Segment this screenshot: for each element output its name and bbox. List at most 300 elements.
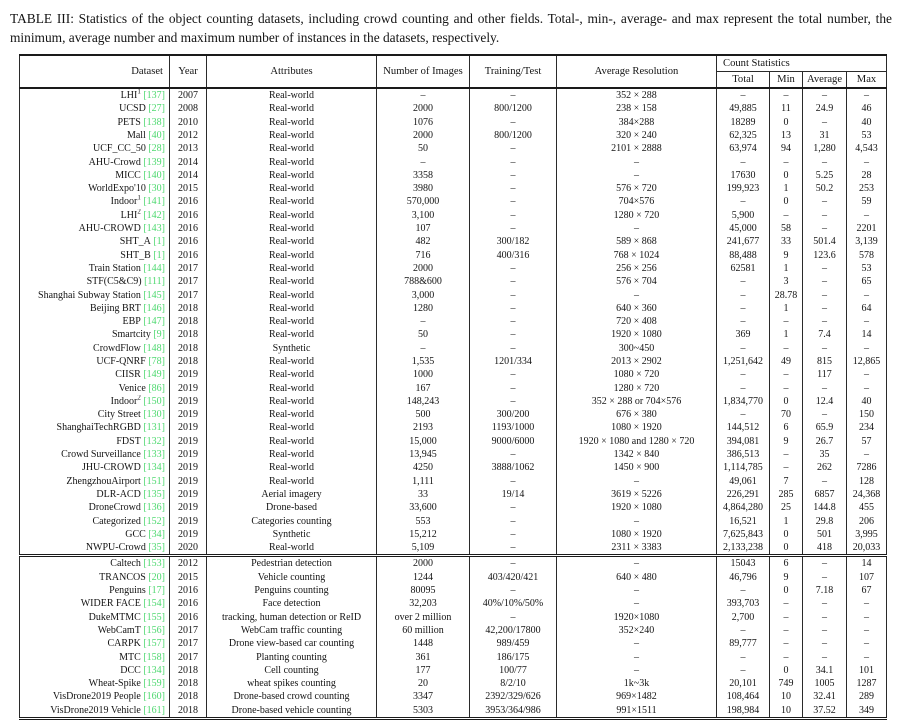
table-row [20, 637, 887, 650]
dataset-cell [20, 421, 170, 434]
citation-ref: [27] [145, 103, 165, 115]
max-cell: 578 [847, 249, 887, 262]
total-cell: 17630 [717, 169, 770, 182]
dataset-name: SHT_B [120, 249, 151, 261]
citation-ref: [154] [140, 598, 165, 610]
dataset-name: CrowdFlow [93, 342, 141, 354]
avg-cell: – [803, 262, 847, 275]
max-cell: 3,995 [847, 528, 887, 541]
attr-cell: wheat spikes counting [207, 677, 377, 690]
split-cell: – [470, 222, 557, 235]
table-row [20, 571, 887, 584]
split-cell: 19/14 [470, 488, 557, 501]
max-cell: 14 [847, 556, 887, 571]
avg-cell: 123.6 [803, 249, 847, 262]
dataset-cell [20, 611, 170, 624]
total-cell: 1,834,770 [717, 395, 770, 408]
year-cell: 2019 [170, 408, 207, 421]
total-cell: 46,796 [717, 571, 770, 584]
min-cell: 13 [770, 129, 803, 142]
table-row [20, 302, 887, 315]
dataset-name: GCC [125, 528, 146, 540]
header-training-test: Training/Test [470, 55, 557, 88]
min-cell: – [770, 209, 803, 222]
split-cell: 989/459 [470, 637, 557, 650]
min-cell: 11 [770, 102, 803, 115]
total-cell: 144,512 [717, 421, 770, 434]
year-cell: 2019 [170, 395, 207, 408]
dataset-cell [20, 597, 170, 610]
attr-cell: Real-world [207, 129, 377, 142]
res-cell: 1920 × 1080 and 1280 × 720 [557, 435, 717, 448]
year-cell: 2013 [170, 142, 207, 155]
images-cell: 33 [377, 488, 470, 501]
attr-cell: Real-world [207, 328, 377, 341]
images-cell: 1448 [377, 637, 470, 650]
year-cell: 2019 [170, 475, 207, 488]
max-cell: 150 [847, 408, 887, 421]
year-cell: 2014 [170, 169, 207, 182]
year-cell: 2007 [170, 88, 207, 102]
dataset-name: ZhengzhouAirport [66, 475, 141, 487]
avg-cell: – [803, 637, 847, 650]
max-cell: 4,543 [847, 142, 887, 155]
avg-cell: 144.8 [803, 501, 847, 514]
attr-cell: Real-world [207, 156, 377, 169]
res-cell: 1k~3k [557, 677, 717, 690]
total-cell: 16,521 [717, 515, 770, 528]
res-cell: 352 × 288 or 704×576 [557, 395, 717, 408]
avg-cell: 501.4 [803, 235, 847, 248]
table-row [20, 461, 887, 474]
avg-cell: 815 [803, 355, 847, 368]
total-cell: – [717, 289, 770, 302]
year-cell: 2018 [170, 342, 207, 355]
table-row [20, 690, 887, 703]
table-row [20, 597, 887, 610]
avg-cell: – [803, 611, 847, 624]
dataset-cell [20, 289, 170, 302]
year-cell: 2016 [170, 195, 207, 208]
citation-ref: [157] [140, 638, 165, 650]
min-cell: – [770, 156, 803, 169]
split-cell: – [470, 315, 557, 328]
images-cell: – [377, 342, 470, 355]
dataset-name: NWPU-Crowd [85, 542, 146, 554]
table-row [20, 315, 887, 328]
avg-cell: – [803, 116, 847, 129]
citation-ref: [141] [140, 196, 165, 208]
min-cell: – [770, 342, 803, 355]
min-cell: 10 [770, 704, 803, 719]
images-cell: 5303 [377, 704, 470, 719]
res-cell: – [557, 556, 717, 571]
dataset-name: STF(C5&C9) [86, 276, 142, 288]
table-row [20, 395, 887, 408]
citation-ref: [9] [150, 329, 165, 341]
avg-cell: – [803, 315, 847, 328]
avg-cell: 26.7 [803, 435, 847, 448]
attr-cell: Drone-based vehicle counting [207, 704, 377, 719]
avg-cell: – [803, 88, 847, 102]
min-cell: 58 [770, 222, 803, 235]
split-cell: – [470, 116, 557, 129]
dataset-name: WebCamT [97, 624, 141, 636]
attr-cell: Real-world [207, 541, 377, 556]
dataset-name: VisDrone2019 Vehicle [50, 704, 141, 716]
max-cell: 40 [847, 395, 887, 408]
table-row [20, 275, 887, 288]
images-cell: 4250 [377, 461, 470, 474]
attr-cell: Real-world [207, 142, 377, 155]
dataset-cell [20, 651, 170, 664]
citation-ref: [137] [140, 90, 165, 102]
max-cell: 128 [847, 475, 887, 488]
max-cell: – [847, 382, 887, 395]
citation-ref: [143] [140, 223, 165, 235]
min-cell: 0 [770, 195, 803, 208]
avg-cell: 501 [803, 528, 847, 541]
avg-cell: 6857 [803, 488, 847, 501]
dataset-superscript: 1 [137, 88, 141, 96]
attr-cell: tracking, human detection or ReID [207, 611, 377, 624]
total-cell: 49,061 [717, 475, 770, 488]
images-cell: 500 [377, 408, 470, 421]
min-cell: 9 [770, 571, 803, 584]
dataset-cell [20, 637, 170, 650]
avg-cell: 262 [803, 461, 847, 474]
avg-cell: 50.2 [803, 182, 847, 195]
images-cell: 50 [377, 328, 470, 341]
total-cell: 199,923 [717, 182, 770, 195]
dataset-cell [20, 408, 170, 421]
avg-cell: – [803, 209, 847, 222]
table-row [20, 408, 887, 421]
year-cell: 2019 [170, 528, 207, 541]
avg-cell: – [803, 195, 847, 208]
citation-ref: [147] [140, 316, 165, 328]
dataset-cell [20, 584, 170, 597]
split-cell: – [470, 182, 557, 195]
res-cell: 969×1482 [557, 690, 717, 703]
split-cell: – [470, 88, 557, 102]
year-cell: 2017 [170, 262, 207, 275]
table-body [20, 88, 887, 718]
dataset-cell [20, 342, 170, 355]
year-cell: 2018 [170, 677, 207, 690]
min-cell: 0 [770, 664, 803, 677]
total-cell: – [717, 156, 770, 169]
split-cell: – [470, 342, 557, 355]
total-cell: – [717, 195, 770, 208]
res-cell: 640 × 480 [557, 571, 717, 584]
attr-cell: Real-world [207, 249, 377, 262]
split-cell: 9000/6000 [470, 435, 557, 448]
max-cell: 3,139 [847, 235, 887, 248]
dataset-name: LHI [120, 90, 138, 102]
attr-cell: Real-world [207, 448, 377, 461]
split-cell: – [470, 142, 557, 155]
attr-cell: Planting counting [207, 651, 377, 664]
citation-ref: [144] [140, 262, 165, 274]
avg-cell: 34.1 [803, 664, 847, 677]
max-cell: 12,865 [847, 355, 887, 368]
avg-cell: – [803, 382, 847, 395]
images-cell: 1244 [377, 571, 470, 584]
year-cell: 2019 [170, 421, 207, 434]
dataset-name: Shanghai Subway Station [38, 289, 141, 301]
images-cell: 3,000 [377, 289, 470, 302]
min-cell: 0 [770, 541, 803, 556]
year-cell: 2016 [170, 584, 207, 597]
table-header [20, 55, 887, 88]
citation-ref: [161] [140, 704, 165, 716]
table-row [20, 651, 887, 664]
table-row [20, 611, 887, 624]
split-cell: 800/1200 [470, 129, 557, 142]
split-cell: 1201/334 [470, 355, 557, 368]
dataset-name: DLR-ACD [96, 488, 141, 500]
min-cell: 10 [770, 690, 803, 703]
attr-cell: Real-world [207, 209, 377, 222]
attr-cell: Real-world [207, 222, 377, 235]
total-cell: 18289 [717, 116, 770, 129]
min-cell: 0 [770, 169, 803, 182]
header-number-of-images: Number of Images [377, 55, 470, 88]
images-cell: 361 [377, 651, 470, 664]
dataset-cell [20, 664, 170, 677]
split-cell: 3953/364/986 [470, 704, 557, 719]
total-cell: 1,114,785 [717, 461, 770, 474]
total-cell: 45,000 [717, 222, 770, 235]
max-cell: 20,033 [847, 541, 887, 556]
avg-cell: – [803, 624, 847, 637]
total-cell: – [717, 624, 770, 637]
citation-ref: [78] [145, 356, 165, 367]
table-row [20, 195, 887, 208]
total-cell: – [717, 584, 770, 597]
dataset-superscript: 1 [137, 195, 141, 203]
max-cell: 57 [847, 435, 887, 448]
attr-cell: Real-world [207, 275, 377, 288]
res-cell: – [557, 515, 717, 528]
avg-cell: – [803, 156, 847, 169]
max-cell: 1287 [847, 677, 887, 690]
citation-ref: [142] [140, 209, 165, 221]
images-cell: 33,600 [377, 501, 470, 514]
year-cell: 2017 [170, 637, 207, 650]
max-cell: – [847, 624, 887, 637]
attr-cell: Synthetic [207, 342, 377, 355]
table-row [20, 488, 887, 501]
dataset-name: Wheat-Spike [88, 678, 141, 690]
max-cell: 349 [847, 704, 887, 719]
table-row [20, 249, 887, 262]
dataset-cell [20, 435, 170, 448]
year-cell: 2017 [170, 624, 207, 637]
year-cell: 2010 [170, 116, 207, 129]
attr-cell: Cell counting [207, 664, 377, 677]
split-cell: – [470, 556, 557, 571]
dataset-cell [20, 515, 170, 528]
header-count-statistics: Count Statistics [717, 55, 887, 72]
year-cell: 2018 [170, 328, 207, 341]
citation-ref: [1] [150, 249, 165, 261]
attr-cell: Real-world [207, 395, 377, 408]
images-cell: 148,243 [377, 395, 470, 408]
max-cell: 53 [847, 129, 887, 142]
res-cell: 320 × 240 [557, 129, 717, 142]
dataset-cell [20, 690, 170, 703]
min-cell: 70 [770, 408, 803, 421]
dataset-cell [20, 302, 170, 315]
res-cell: – [557, 222, 717, 235]
images-cell: 3980 [377, 182, 470, 195]
res-cell: 1920 × 1080 [557, 328, 717, 341]
table-row [20, 368, 887, 381]
avg-cell: 29.8 [803, 515, 847, 528]
table-row [20, 624, 887, 637]
images-cell: 1280 [377, 302, 470, 315]
dataset-name: DCC [120, 664, 141, 676]
split-cell: 800/1200 [470, 102, 557, 115]
attr-cell: Drone-based crowd counting [207, 690, 377, 703]
images-cell: 2000 [377, 262, 470, 275]
min-cell: – [770, 461, 803, 474]
table-row [20, 222, 887, 235]
attr-cell: Real-world [207, 195, 377, 208]
dataset-cell [20, 448, 170, 461]
year-cell: 2019 [170, 461, 207, 474]
dataset-cell [20, 142, 170, 155]
header-attributes: Attributes [207, 55, 377, 88]
year-cell: 2019 [170, 448, 207, 461]
citation-ref: [28] [145, 143, 165, 155]
total-cell: – [717, 408, 770, 421]
dataset-name: Smartcity [111, 329, 151, 341]
dataset-name: AHU-CROWD [78, 223, 141, 235]
total-cell: 62581 [717, 262, 770, 275]
max-cell: – [847, 342, 887, 355]
total-cell: 226,291 [717, 488, 770, 501]
res-cell: 576 × 704 [557, 275, 717, 288]
dataset-cell [20, 129, 170, 142]
citation-ref: [156] [140, 624, 165, 636]
dataset-cell [20, 102, 170, 115]
images-cell: 50 [377, 142, 470, 155]
avg-cell: – [803, 475, 847, 488]
citation-ref: [152] [140, 515, 165, 527]
year-cell: 2018 [170, 704, 207, 719]
dataset-name: TRANCOS [99, 571, 146, 583]
datasets-table [19, 54, 887, 720]
split-cell: 400/316 [470, 249, 557, 262]
dataset-name: UCSD [119, 103, 146, 115]
total-cell: 241,677 [717, 235, 770, 248]
dataset-cell [20, 88, 170, 102]
min-cell: – [770, 315, 803, 328]
dataset-cell [20, 677, 170, 690]
attr-cell: WebCam traffic counting [207, 624, 377, 637]
max-cell: 234 [847, 421, 887, 434]
table-row [20, 475, 887, 488]
max-cell: 28 [847, 169, 887, 182]
split-cell: 1193/1000 [470, 421, 557, 434]
dataset-cell [20, 461, 170, 474]
avg-cell: 12.4 [803, 395, 847, 408]
split-cell: – [470, 611, 557, 624]
total-cell: 2,133,238 [717, 541, 770, 556]
dataset-cell [20, 624, 170, 637]
attr-cell: Real-world [207, 182, 377, 195]
dataset-name: Train Station [88, 262, 141, 274]
citation-ref: [145] [140, 289, 165, 301]
header-dataset: Dataset [20, 55, 170, 88]
images-cell: over 2 million [377, 611, 470, 624]
max-cell: – [847, 448, 887, 461]
dataset-name: Venice [118, 382, 146, 394]
year-cell: 2018 [170, 315, 207, 328]
res-cell: 1920 × 1080 [557, 501, 717, 514]
res-cell: 1280 × 720 [557, 209, 717, 222]
dataset-name: MTC [119, 651, 141, 663]
total-cell: 7,625,843 [717, 528, 770, 541]
dataset-cell [20, 704, 170, 719]
dataset-cell [20, 156, 170, 169]
citation-ref: [136] [140, 502, 165, 514]
year-cell: 2019 [170, 501, 207, 514]
total-cell: – [717, 88, 770, 102]
year-cell: 2015 [170, 182, 207, 195]
header-max: Max [847, 72, 887, 89]
table-row [20, 677, 887, 690]
total-cell: 393,703 [717, 597, 770, 610]
table-row [20, 556, 887, 571]
citation-ref: [146] [140, 302, 165, 314]
attr-cell: Real-world [207, 408, 377, 421]
min-cell: 25 [770, 501, 803, 514]
citation-ref: [17] [145, 585, 165, 597]
avg-cell: – [803, 275, 847, 288]
year-cell: 2016 [170, 235, 207, 248]
table-row [20, 289, 887, 302]
min-cell: 6 [770, 556, 803, 571]
total-cell: – [717, 275, 770, 288]
year-cell: 2015 [170, 571, 207, 584]
min-cell: – [770, 611, 803, 624]
split-cell: – [470, 275, 557, 288]
max-cell: 24,368 [847, 488, 887, 501]
res-cell: 300~450 [557, 342, 717, 355]
max-cell: – [847, 289, 887, 302]
table-row [20, 169, 887, 182]
min-cell: 9 [770, 249, 803, 262]
year-cell: 2019 [170, 382, 207, 395]
avg-cell: – [803, 289, 847, 302]
attr-cell: Real-world [207, 262, 377, 275]
attr-cell: Aerial imagery [207, 488, 377, 501]
avg-cell: 32.41 [803, 690, 847, 703]
table-row [20, 664, 887, 677]
dataset-superscript: 2 [137, 208, 141, 216]
images-cell: 3347 [377, 690, 470, 703]
attr-cell: Drone view-based car counting [207, 637, 377, 650]
max-cell: 101 [847, 664, 887, 677]
max-cell: 2201 [847, 222, 887, 235]
year-cell: 2019 [170, 368, 207, 381]
year-cell: 2018 [170, 355, 207, 368]
res-cell: 1080 × 1920 [557, 528, 717, 541]
